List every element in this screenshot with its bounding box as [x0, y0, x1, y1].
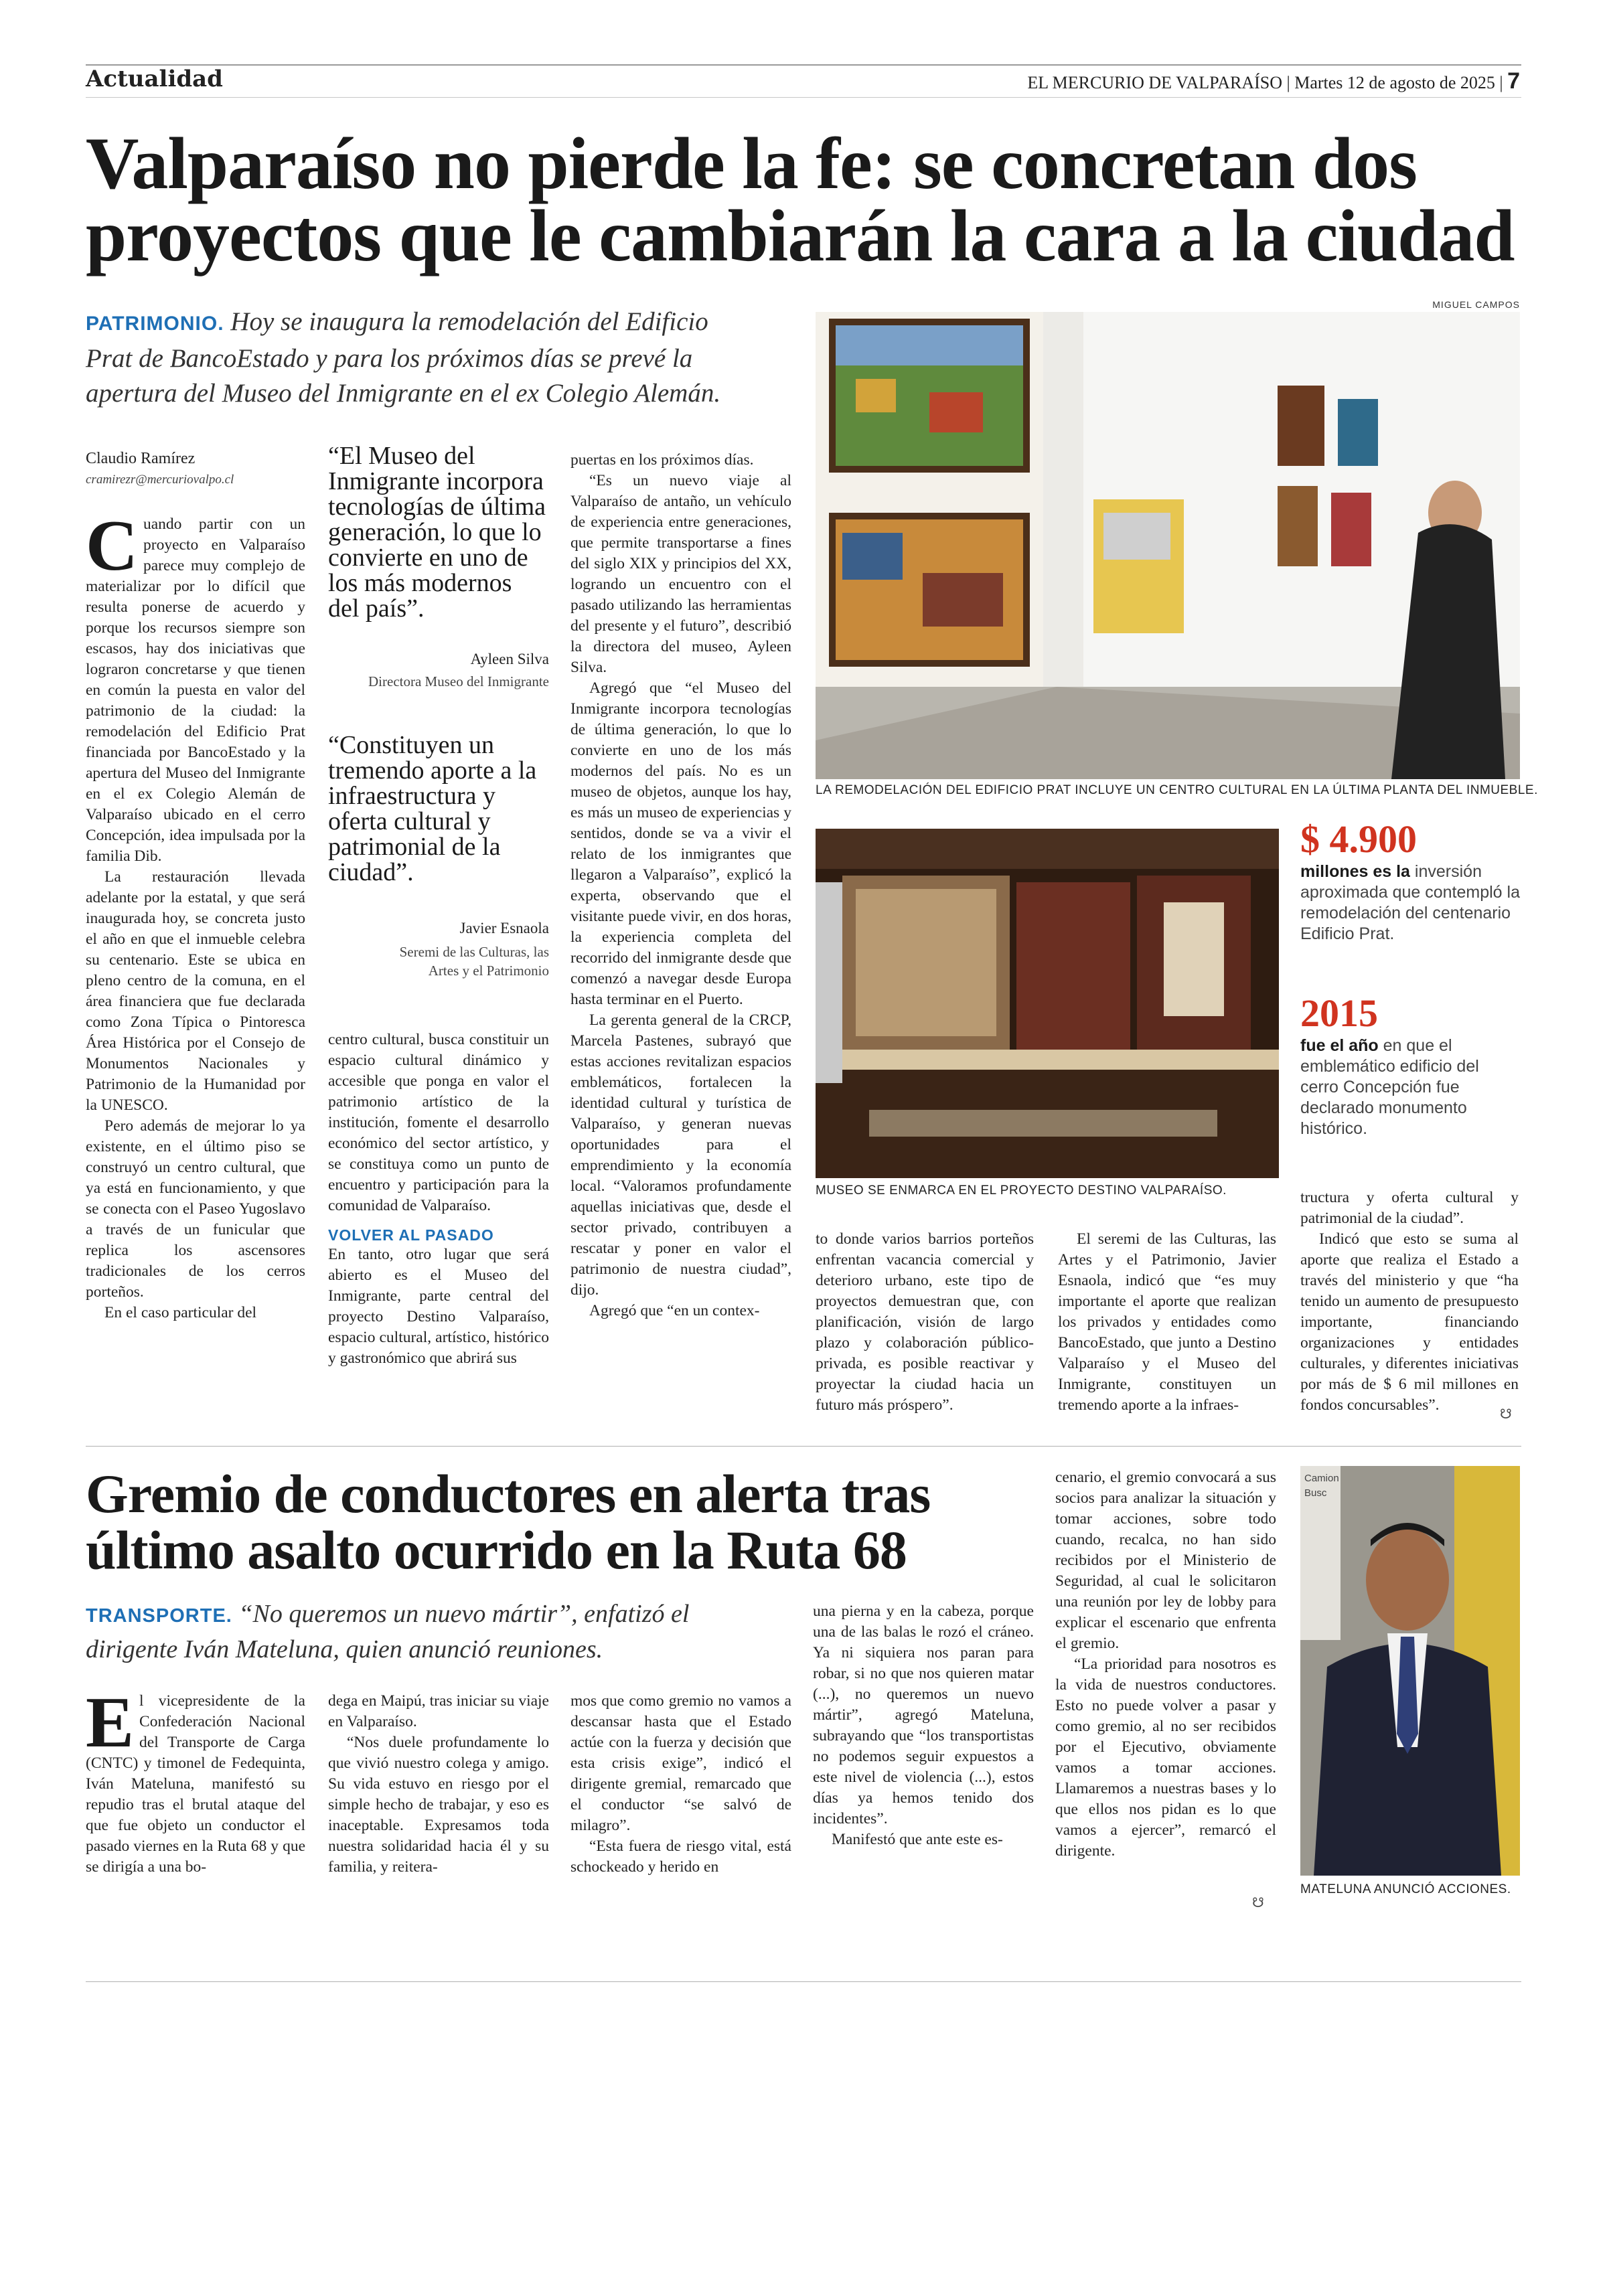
- article1-column-4: [816, 1229, 1034, 1424]
- article-divider: [86, 1446, 1521, 1447]
- photo-mateluna: [1300, 1466, 1520, 1876]
- header-top-rule: [86, 64, 1521, 66]
- photo-edificio-prat: [816, 312, 1520, 779]
- article2-column-1: [86, 1691, 305, 1912]
- article1-drop-cap: C: [86, 514, 138, 586]
- article1-dek: [86, 305, 809, 411]
- photo3-caption: MATELUNA ANUNCIÓ ACCIONES.: [1300, 1882, 1511, 1896]
- article1-col6-p2: Indicó que esto se suma al aporte que realiza el Estado a través del ministerio y que “ha tenido un aumento de presupuesto importante, financiando organizaciones y entidades culturales, y diferentes iniciativas por más de $ 6 mil millones en fondos concursables”.: [1300, 1230, 1519, 1414]
- pull-quote-2: “Constituyen un tremendo aporte a la infraestructura y oferta cultural y patrimonial de la ciudad”.: [328, 731, 537, 886]
- article1-col3-p5: Agregó que “en un contex-: [589, 1302, 760, 1319]
- article1-column-5: [1058, 1229, 1276, 1424]
- article2-col3-p2: “Esta fuera de riesgo vital, está schockeado y herido en: [570, 1837, 791, 1876]
- article2-headline: [86, 1463, 1023, 1580]
- article2-drop-cap: E: [86, 1691, 135, 1762]
- article1-col1-p3: Pero además de mejorar lo ya existente, en el último piso se construyó un centro cultural, que ya está en funcionamiento, y que se conecta con el Paseo Yugoslavo a través de un funicular que replica los ascensores tradicionales de los cerros porteños.: [86, 1117, 305, 1301]
- article1-author: Claudio Ramírez: [86, 450, 196, 467]
- fact1-text: [1300, 862, 1521, 945]
- pull-quote-2-name: Javier Esnaola: [459, 920, 549, 936]
- fact1-number: $ 4.900: [1300, 817, 1417, 861]
- article1-endmark: ☋: [1500, 1406, 1512, 1422]
- article1-col3-p1: puertas en los próximos días.: [570, 451, 754, 469]
- article1-headline-line2: proyectos que le cambiarán la cara a la ciudad: [86, 195, 1515, 276]
- article2-headline-line2: último asalto ocurrido en la Ruta 68: [86, 1520, 907, 1580]
- article2-col4-p1: una pierna y en la cabeza, porque una de las balas le rozó el cráneo. Ya ni siquiera nos paran para robar, si no que nos quieren matar (...), no queremos un nuevo mártir”, agregó Mateluna, subrayando que “los transportistas no podemos seguir expuestos a este nivel de violencia (...), estos días ya hemos tenido dos incidentes”.: [813, 1603, 1034, 1827]
- article2-col4-p2: Manifestó que ante este es-: [832, 1831, 1003, 1848]
- article2-dek-line2: dirigente Iván Mateluna, quien anunció reuniones.: [86, 1635, 603, 1663]
- fact-box-1: [1300, 817, 1521, 945]
- pull-quote-1: “El Museo del Inmigrante incorpora tecnologías de última generación, lo que lo convierte en uno de los más modernos del país”.: [328, 442, 546, 623]
- article1-col2-p1: centro cultural, busca constituir un espacio cultural dinámico y accesible que ponga en valor el patrimonio artístico de la institución, fomente el desarrollo económico del sector artístico, y se constituya como un punto de encuentro y participación para la comunidad de Valparaíso.: [328, 1031, 549, 1214]
- article2-col3-p1: mos que como gremio no vamos a descansar hasta que el Estado actúe con la fuerza y decisión que esta crisis exige”, indicó el dirigente gremial, remarcado que el conductor “se salvó de milagro”.: [570, 1692, 791, 1834]
- article2-col5-p1: cenario, el gremio convocará a sus socios para analizar la situación y tomar acciones, sobre todo cuando, recalca, no han sido recibidos por el Ministerio de Seguridad, al cual le solicitaron una reunión por ley de lobby para explicar el escenario que enfrenta el gremio.: [1055, 1469, 1276, 1652]
- article1-col3-p4: La gerenta general de la CRCP, Marcela Pastenes, subrayó que estas acciones revitalizan espacios emblemáticos, fortalecen la identidad cultural y turística de Valparaíso, y generan nuevas oportunidades para el emprendimiento y la economía local. “Valoramos profundamente aquellas iniciativas que, desde el sector privado, contribuyen a rescatar y poner en valor el patrimonio de nuestra ciudad”, dijo.: [570, 1011, 791, 1299]
- article1-column-6: [1300, 1187, 1519, 1428]
- photo-museo-inmigrante: [816, 829, 1279, 1178]
- masthead: [1027, 68, 1520, 94]
- article1-col4-text: to donde varios barrios porteños enfrentan vacancia comercial y deterioro urbano, este tipo de proyectos demuestran que, con planificación, visión de largo plazo y colaboración público-privada, es posible reactivar y proyectar la ciudad hacia un futuro más próspero”.: [816, 1230, 1034, 1414]
- article1-headline: [86, 122, 1525, 276]
- photo1-caption: LA REMODELACIÓN DEL EDIFICIO PRAT INCLUYE UN CENTRO CULTURAL EN LA ÚLTIMA PLANTA DEL INMUEBLE.: [816, 783, 1538, 797]
- gallery-illustration: [816, 312, 1520, 779]
- museum-illustration: [816, 829, 1279, 1178]
- article1-col5-text: El seremi de las Culturas, las Artes y el Patrimonio, Javier Esnaola, indicó que “es muy importante el aporte que realizan los privados y entidades como BancoEstado, que junto a Destino Valparaíso y el Museo del Inmigrante, constituyen un tremendo aporte a la infraes-: [1058, 1230, 1276, 1414]
- article1-email: cramirezr@mercuriovalpo.cl: [86, 473, 234, 487]
- article2-dek: [86, 1597, 822, 1666]
- article1-kicker: PATRIMONIO.: [86, 313, 224, 335]
- article2-endmark: ☋: [1252, 1894, 1264, 1910]
- footer-rule: [86, 1981, 1521, 1982]
- article2-col2-p2: “Nos duele profundamente lo que vivió nuestro colega y amigo. Su vida estuvo en riesgo por el simple hecho de trabajar, y eso es inaceptable. Expresamos toda nuestra solidaridad hacia él y su familia, y reitera-: [328, 1734, 549, 1876]
- article1-dek-line3: apertura del Museo del Inmigrante en el ex Colegio Alemán.: [86, 379, 721, 408]
- pull-quote-1-role: Directora Museo del Inmigrante: [368, 673, 549, 689]
- article2-column-4: [813, 1601, 1034, 1916]
- masthead-text: EL MERCURIO DE VALPARAÍSO | Martes 12 de agosto de 2025 |: [1027, 73, 1503, 92]
- page-number: 7: [1507, 68, 1520, 94]
- pull-quote-1-name: Ayleen Silva: [470, 651, 549, 667]
- article1-dek-line1: Hoy se inaugura la remodelación del Edificio: [230, 307, 708, 336]
- fact2-bold: fue el año: [1300, 1036, 1379, 1055]
- fact1-body: inversión aproximada que contempló la remodelación del centenario Edificio Prat.: [1300, 862, 1520, 943]
- article1-column-3: [570, 450, 791, 1424]
- article2-column-5: [1055, 1467, 1276, 1916]
- article1-col3-p2: “Es un nuevo viaje al Valparaíso de antaño, un vehículo de experiencia entre generaciones, que permite transportarse a fines del siglo XIX y principios del XX, logrando un encuentro con el pasado utilizando las herramientas del presente y el futuro”, describió la directora del museo, Ayleen Silva.: [570, 472, 791, 676]
- article2-col2-p1: dega en Maipú, tras iniciar su viaje en Valparaíso.: [328, 1692, 549, 1730]
- fact-box-2: [1300, 991, 1521, 1139]
- truck-sign-text: Camion Busc: [1304, 1473, 1339, 1499]
- article1-col6-p1: tructura y oferta cultural y patrimonial de la ciudad”.: [1300, 1189, 1519, 1227]
- article1-col1-p2: La restauración llevada adelante por la estatal, y que será inaugurada hoy, se concreta justo el año en que el inmueble celebra su centenario. Este se ubica en pleno centro de la comuna, en el área financiera que fue declarada como Zona Típica o Pintoresca Área Histórica por el Consejo de Monumentos Nacionales y Patrimonio de la Humanidad por la UNESCO.: [86, 868, 305, 1114]
- pull-quote-2-role: [328, 942, 549, 980]
- article2-headline-line1: Gremio de conductores en alerta tras: [86, 1463, 931, 1524]
- article1-col3-p3: Agregó que “el Museo del Inmigrante incorpora tecnologías de última generación, lo que lo convierte en uno de los más modernos del país. No es un museo de objetos, aunque los hay, es más un museo de experiencias y sentidos, donde se va a vivir el relato de los inmigrantes que llegaron a Valparaíso”, explicó la experta, observando que el visitante puede vivir, en dos horas, la experiencia completa del recorrido del inmigrante desde que comenzó a navegar desde Europa hasta terminar en el Puerto.: [570, 679, 791, 1008]
- fact2-text: [1300, 1036, 1521, 1139]
- article1-column-1: [86, 514, 305, 1424]
- article1-headline-line1: Valparaíso no pierde la fe: se concretan dos: [86, 122, 1417, 204]
- pull-quote-2-role-line1: Seremi de las Culturas, las: [399, 944, 549, 960]
- article2-dek-line1: “No queremos un nuevo mártir”, enfatizó el: [238, 1600, 690, 1628]
- article1-dek-line2: Prat de BancoEstado y para los próximos días se prevé la: [86, 344, 693, 373]
- article1-col2-p2: En tanto, otro lugar que será abierto es el Museo del Inmigrante, parte central del proyecto Destino Valparaíso, espacio cultural, artístico, histórico y gastronómico que abrirá sus: [328, 1246, 549, 1367]
- pull-quote-2-role-line2: Artes y el Patrimonio: [428, 963, 549, 979]
- photo2-caption: MUSEO SE ENMARCA EN EL PROYECTO DESTINO VALPARAÍSO.: [816, 1183, 1227, 1198]
- fact2-body: en que el emblemático edificio del cerro Concepción fue declarado monumento histórico.: [1300, 1036, 1479, 1138]
- article1-col1-p4: En el caso particular del: [104, 1304, 257, 1321]
- article1-col1-first: uando partir con un proyecto en Valparaíso parece muy complejo de materializar por lo difícil que resulta ponerse de acuerdo y porque los recursos siempre son escasos, hay dos iniciativas que lograron concretarse y que tienen en común la puesta en valor del patrimonio de la ciudad: la remodelación del Edificio Prat financiada por BancoEstado y la apertura del Museo del Inmigrante en el ex Colegio Alemán de Valparaíso ubicado en el cerro Concepción, idea impulsada por la familia Dib.: [86, 515, 305, 865]
- photo1-credit: MIGUEL CAMPOS: [1432, 299, 1520, 310]
- header-bottom-rule: [86, 97, 1521, 98]
- article1-column-2: [328, 1030, 549, 1424]
- article2-kicker: TRANSPORTE.: [86, 1605, 232, 1627]
- fact2-number: 2015: [1300, 991, 1378, 1035]
- article2-col1-text: l vicepresidente de la Confederación Nacional del Transporte de Carga (CNTC) y timonel de Fedequinta, Iván Mateluna, manifestó su repudio tras el brutal ataque del que fue objeto un conductor el pasado viernes en la Ruta 68 y que se dirigía a una bo-: [86, 1692, 305, 1876]
- fact1-bold: millones es la: [1300, 862, 1410, 881]
- article2-column-3: [570, 1691, 791, 1912]
- portrait-illustration: [1300, 1466, 1520, 1876]
- article1-subhead: VOLVER AL PASADO: [328, 1226, 494, 1244]
- article2-column-2: [328, 1691, 549, 1912]
- section-label: Actualidad: [86, 66, 223, 92]
- article2-col5-p2: “La prioridad para nosotros es la vida de nuestros conductores. Esto no puede volver a pasar y como gremio, al no ser recibidos por el Ejecutivo, obviamente vamos a tomar acciones. Llamaremos a nuestras bases y lo que ellos nos pidan es lo que vamos a ejercer”, remarcó el dirigente.: [1055, 1655, 1276, 1860]
